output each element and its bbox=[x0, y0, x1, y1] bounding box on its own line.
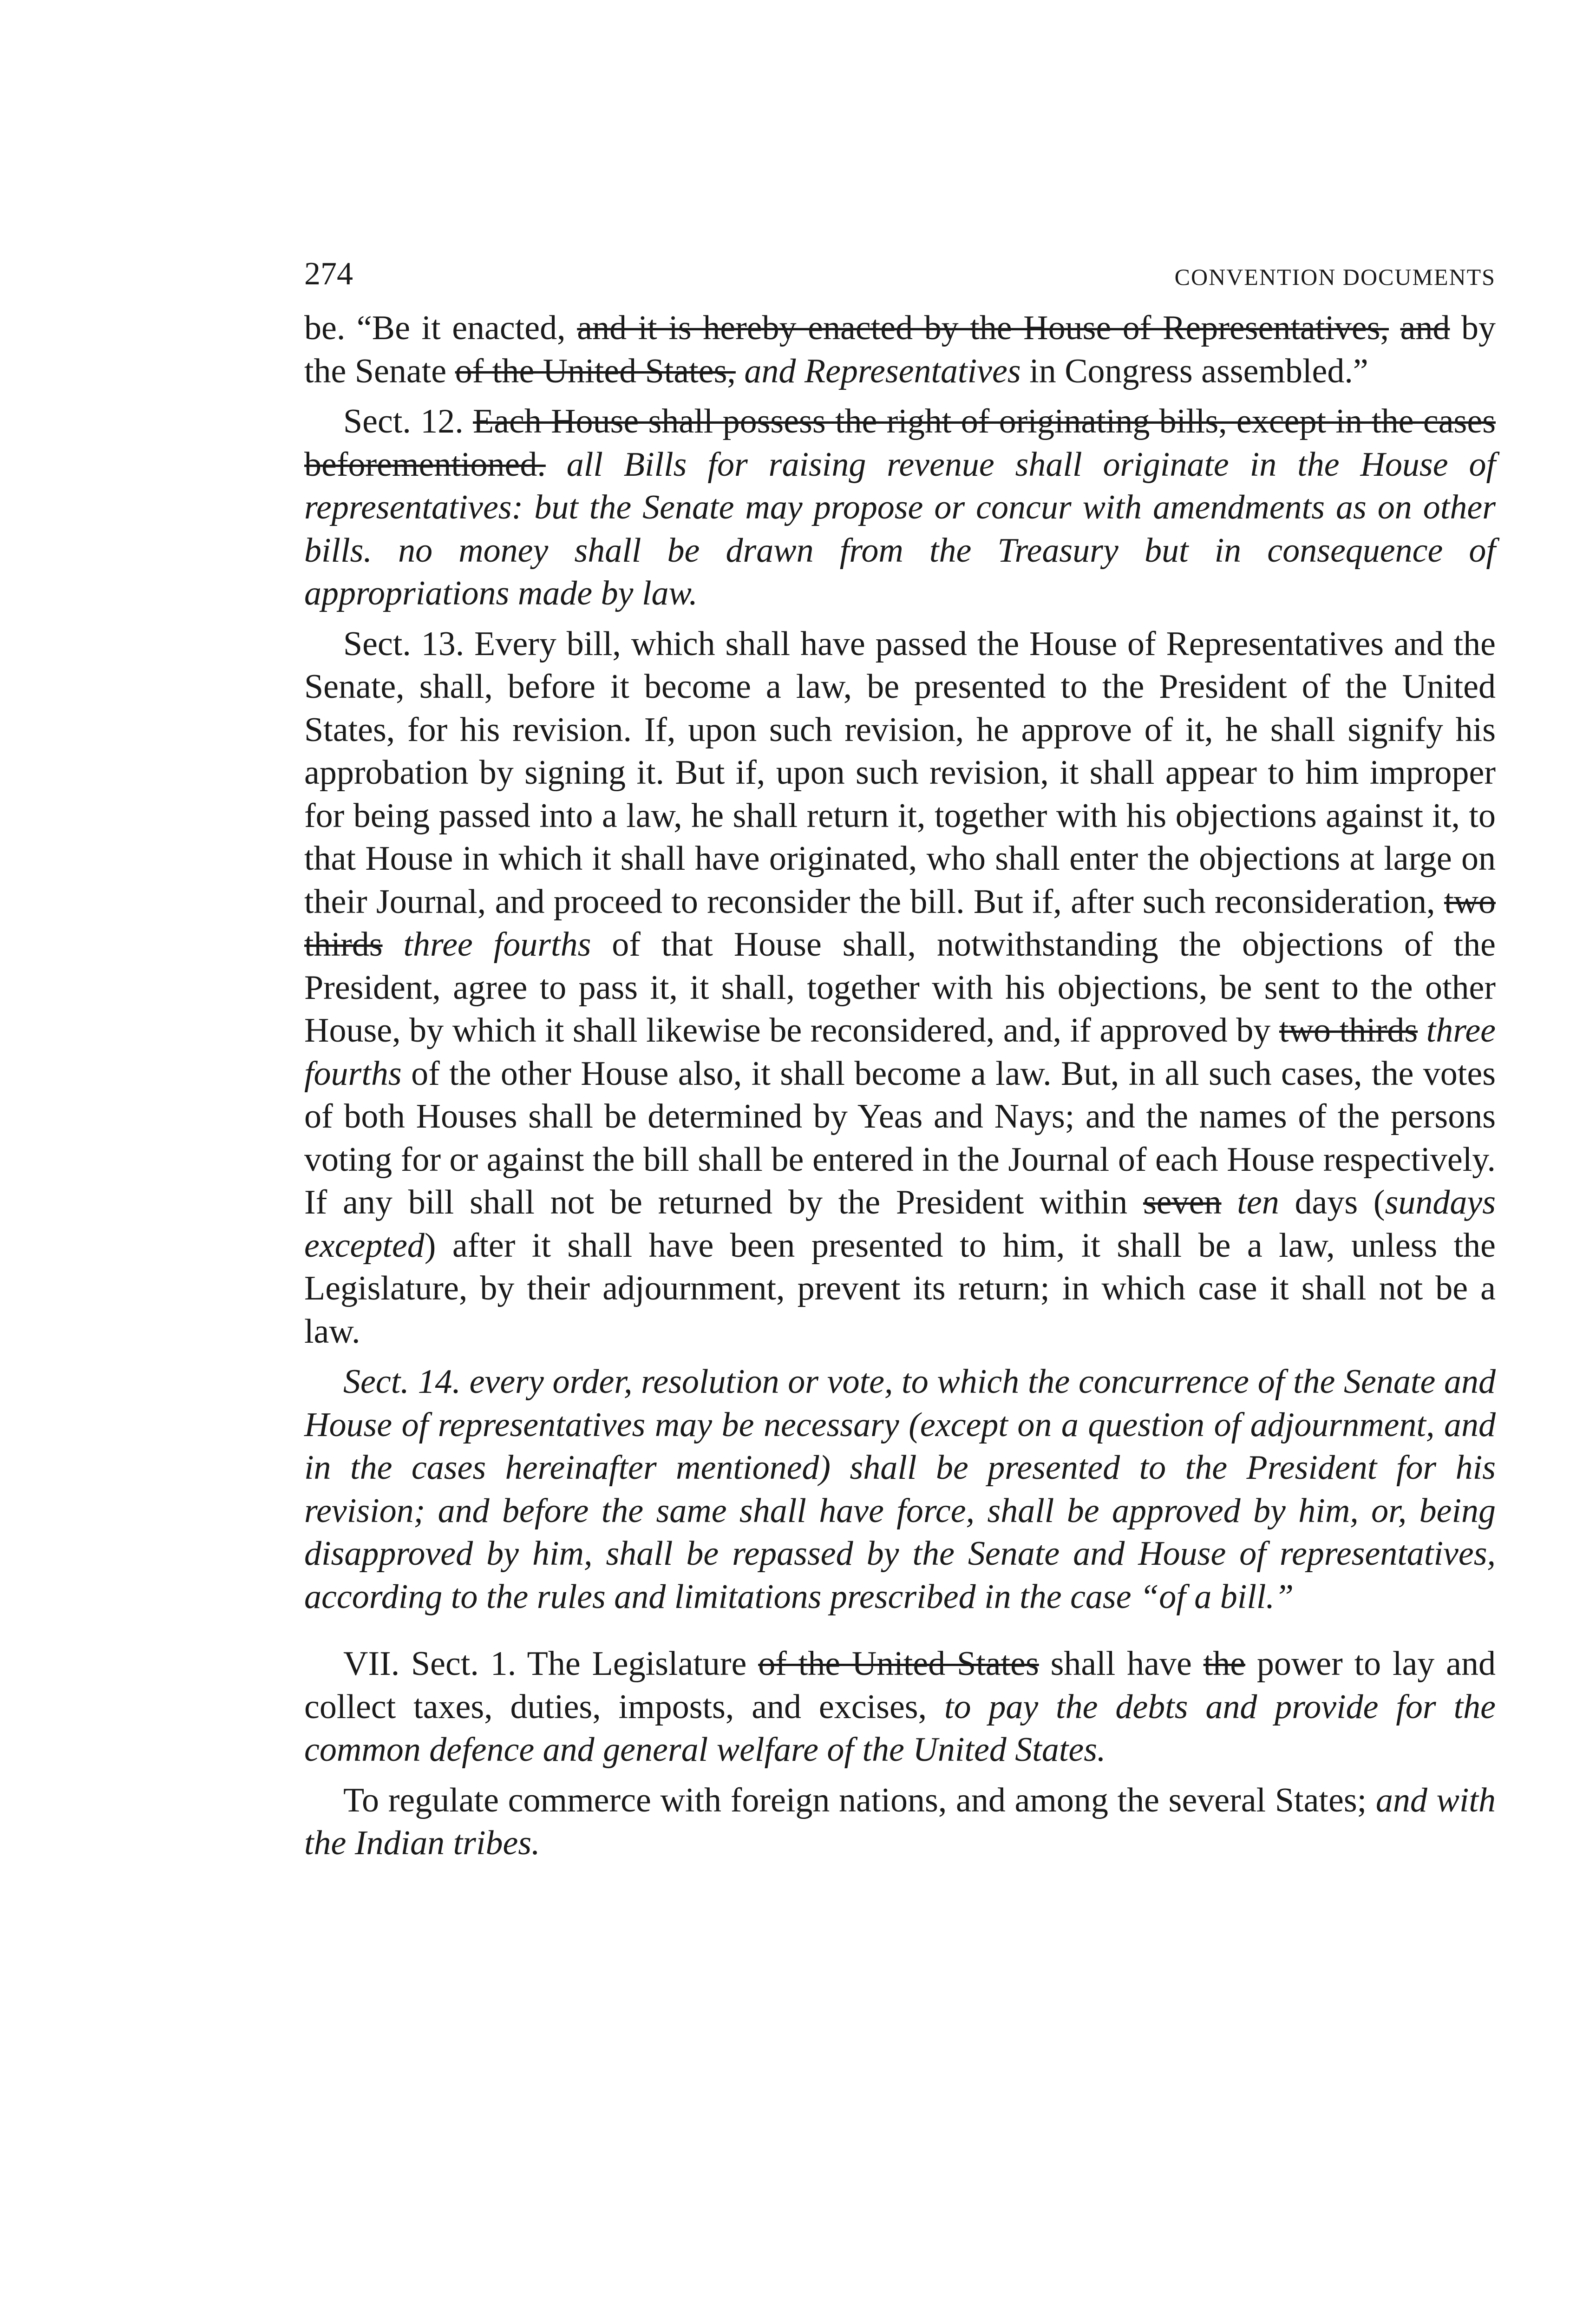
struck-text: and it is hereby enacted by the House of Representatives, bbox=[577, 309, 1389, 347]
struck-text: and bbox=[1400, 309, 1450, 347]
paragraph-sect-13 bbox=[304, 623, 1496, 1353]
struck-text: of the United States bbox=[758, 1645, 1039, 1683]
running-head bbox=[304, 251, 1496, 302]
page-number: 274 bbox=[304, 256, 353, 292]
text-run bbox=[736, 352, 745, 390]
text-run: shall have bbox=[1039, 1645, 1204, 1683]
inserted-text: and Representatives bbox=[744, 352, 1021, 390]
inserted-text: ten bbox=[1237, 1183, 1279, 1221]
document-page bbox=[304, 251, 1496, 1865]
text-run: VII. Sect. 1. The Legislature bbox=[343, 1645, 759, 1683]
paragraph-sect-14 bbox=[304, 1360, 1496, 1618]
paragraph-sect-12 bbox=[304, 400, 1496, 615]
inserted-text: three fourths bbox=[403, 925, 591, 964]
struck-text: the bbox=[1203, 1645, 1246, 1683]
paragraph-enacting-clause bbox=[304, 307, 1496, 393]
text-run: by the Senate bbox=[304, 309, 1496, 390]
paragraph-article-7-sect-1 bbox=[304, 1642, 1496, 1772]
paragraph-commerce bbox=[304, 1779, 1496, 1865]
text-run bbox=[546, 446, 567, 484]
body-text bbox=[304, 307, 1496, 1865]
text-run: of that House shall, notwithstanding the objections of the President, agree to pass it, it shall, together with his objections, be sent to the other House, by which it shall likewise be reconsidered, and, if approved by bbox=[304, 925, 1496, 1050]
inserted-text: sundays excepted bbox=[304, 1183, 1496, 1265]
inserted-text: all Bills for raising revenue shall originate in the House of representatives: but the Senate may propose or concur with amendments as on other bills. no money shall be drawn from the Treasury but in consequence of appropriations made by law. bbox=[304, 445, 1496, 612]
inserted-text: and with the Indian tribes. bbox=[304, 1781, 1496, 1862]
text-run: ) after it shall have been presented to him, it shall be a law, unless the Legislature, by their adjournment, prevent its return; in which case it shall not be a law. bbox=[304, 1226, 1496, 1351]
text-run: Sect. 12. bbox=[343, 402, 473, 440]
text-run bbox=[383, 925, 404, 964]
struck-text: two thirds bbox=[304, 882, 1496, 964]
text-run: To regulate commerce with foreign nations, and among the several States; bbox=[343, 1781, 1376, 1819]
text-run: be. “Be it enacted, bbox=[304, 309, 577, 347]
text-run: Sect. 13. Every bill, which shall have passed the House of Representatives and the Senate, shall, before it become a law, be presented to the President of the United States, for his revision. If, upon such revision, he approve of it, he shall signify his approbation by signing it. But if, upon such revision, it shall appear to him improper for being passed into a law, he shall return it, together with his objections against it, to that House in which it shall have originated, who shall enter the objections at large on their Journal, and proceed to reconsider the bill. But if, after such reconsideration, bbox=[304, 624, 1496, 921]
text-run bbox=[1418, 1011, 1426, 1050]
text-run bbox=[1222, 1183, 1237, 1221]
struck-text: Each House shall possess the right of originating bills, except in the cases beforementioned. bbox=[304, 402, 1496, 484]
inserted-text: three fourths bbox=[304, 1011, 1496, 1093]
text-run: in Congress assembled.” bbox=[1020, 352, 1368, 390]
section-title: CONVENTION DOCUMENTS bbox=[1174, 264, 1496, 290]
struck-text: of the United States, bbox=[455, 352, 736, 390]
inserted-text: to pay the debts and provide for the common defence and general welfare of the United States. bbox=[304, 1687, 1496, 1769]
struck-text: two thirds bbox=[1279, 1011, 1418, 1050]
text-run: days ( bbox=[1279, 1183, 1385, 1221]
text-run: power to lay and collect taxes, duties, imposts, and excises, bbox=[304, 1645, 1496, 1726]
text-run: of the other House also, it shall become a law. But, in all such cases, the votes of both Houses shall be determined by Yeas and Nays; and the names of the persons voting for or against the bill shall be entered in the Journal of each House respectively. If any bill shall not be returned by the President within bbox=[304, 1054, 1496, 1221]
text-run bbox=[1389, 309, 1400, 347]
struck-text: seven bbox=[1143, 1183, 1222, 1221]
inserted-text: Sect. 14. every order, resolution or vote, to which the concurrence of the Senate and House of representatives may be necessary (except on a question of adjournment, and in the cases hereinafter mentioned) shall be presented to the President for his revision; and before the same shall have force, shall be approved by him, or, being disapproved by him, shall be repassed by the Senate and House of representatives, according to the rules and limitations prescribed in the case “of a bill.” bbox=[304, 1363, 1496, 1616]
